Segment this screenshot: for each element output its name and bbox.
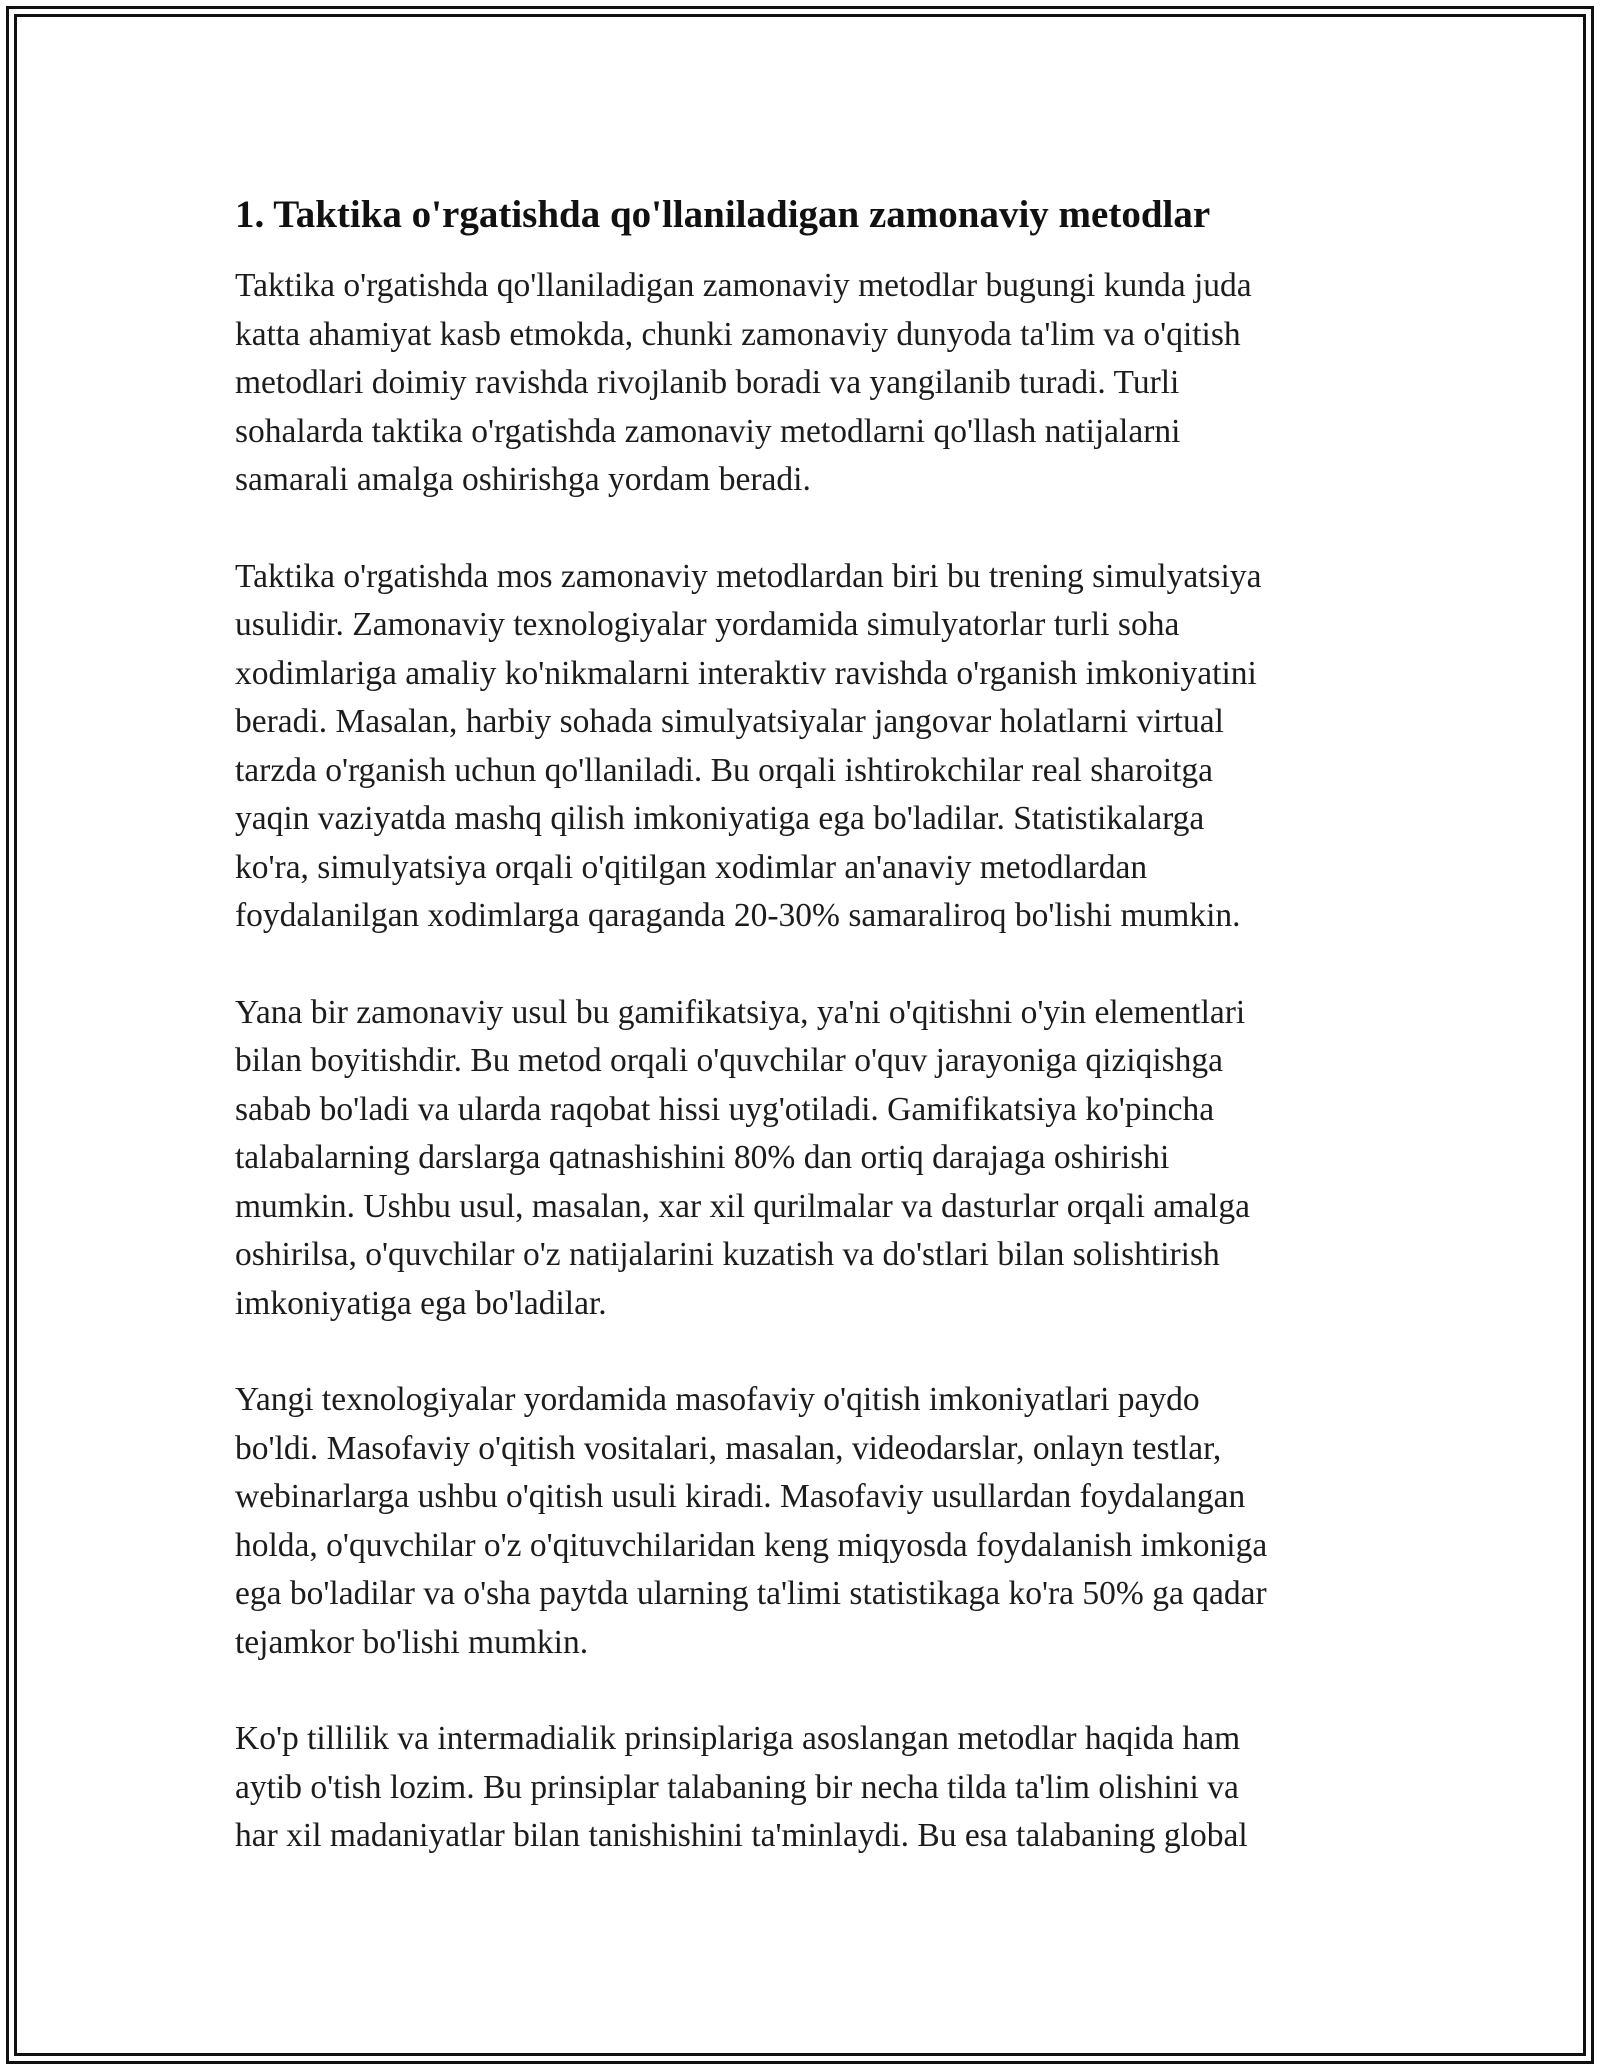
paragraph-4 xyxy=(235,1376,1375,1667)
text-line: sabab bo'ladi va ularda raqobat hissi uyg'otiladi. Gamifikatsiya ko'pincha xyxy=(235,1090,1215,1128)
text-line: sohalarda taktika o'rgatishda zamonaviy metodlarni qo'llash natijalarni xyxy=(235,412,1181,450)
text-line: talabalarning darslarga qatnashishini 80% dan ortiq darajaga oshirishi xyxy=(235,1139,1170,1176)
text-line: Ko'p tillilik va intermadialik prinsiplariga asoslangan metodlar haqida ham xyxy=(235,1720,1241,1757)
text-line: xodimlariga amaliy ko'nikmalarni interaktiv ravishda o'rganish imkoniyatini xyxy=(235,654,1257,692)
text-line: bilan boyitishdir. Bu metod orqali o'quvchilar o'quv jarayoniga qiziqishga xyxy=(235,1042,1224,1079)
paragraph-3 xyxy=(235,989,1375,1329)
text-line: metodlari doimiy ravishda rivojlanib boradi va yangilanib turadi. Turli xyxy=(235,364,1180,401)
text-line: har xil madaniyatlar bilan tanishishini ta'minlaydi. Bu esa talabaning global xyxy=(235,1817,1248,1854)
text-line: ko'ra, simulyatsiya orqali o'qitilgan xodimlar an'anaviy metodlardan xyxy=(235,848,1148,886)
text-line: samarali amalga oshirishga yordam beradi. xyxy=(235,461,811,498)
text-line: usulidir. Zamonaviy texnologiyalar yordamida simulyatorlar turli soha xyxy=(235,606,1180,643)
text-line: katta ahamiyat kasb etmokda, chunki zamonaviy dunyoda ta'lim va o'qitish xyxy=(235,315,1241,353)
text-line: bo'ldi. Masofaviy o'qitish vositalari, masalan, videodarslar, onlayn testlar, xyxy=(235,1429,1222,1467)
text-line: foydalanilgan xodimlarga qaraganda 20-30% samaraliroq bo'lishi mumkin. xyxy=(235,897,1241,934)
paragraph-2 xyxy=(235,553,1375,941)
text-line: Taktika o'rgatishda mos zamonaviy metodlardan biri bu trening simulyatsiya xyxy=(235,557,1262,595)
text-line: tarzda o'rganish uchun qo'llaniladi. Bu orqali ishtirokchilar real sharoitga xyxy=(235,751,1214,789)
text-line: oshirilsa, o'quvchilar o'z natijalarini kuzatish va do'stlari bilan solishtirish xyxy=(235,1236,1220,1273)
text-line: Taktika o'rgatishda qo'llaniladigan zamonaviy metodlar bugungi kunda juda xyxy=(235,267,1252,304)
text-line: ega bo'ladilar va o'sha paytda ularning ta'limi statistikaga ko'ra 50% ga qadar xyxy=(235,1575,1267,1612)
paragraph-1 xyxy=(235,262,1375,505)
text-line: webinarlarga ushbu o'qitish usuli kiradi. Masofaviy usullardan foydalangan xyxy=(235,1478,1246,1515)
section-heading: 1. Taktika o'rgatishda qo'llaniladigan zamonaviy metodlar xyxy=(235,193,1211,236)
document-body xyxy=(235,188,1375,1909)
text-line: aytib o'tish lozim. Bu prinsiplar talabaning bir necha tilda ta'lim olishini va xyxy=(235,1768,1239,1806)
text-line: holda, o'quvchilar o'z o'qituvchilaridan keng miqyosda foydalanish imkoniga xyxy=(235,1526,1268,1564)
text-line: Yana bir zamonaviy usul bu gamifikatsiya, ya'ni o'qitishni o'yin elementlari xyxy=(235,993,1246,1031)
text-line: imkoniyatiga ega bo'ladilar. xyxy=(235,1284,607,1322)
text-line: mumkin. Ushbu usul, masalan, xar xil qurilmalar va dasturlar orqali amalga xyxy=(235,1187,1250,1225)
text-line: Yangi texnologiyalar yordamida masofaviy o'qitish imkoniyatlari paydo xyxy=(235,1381,1200,1418)
text-line: beradi. Masalan, harbiy sohada simulyatsiyalar jangovar holatlarni virtual xyxy=(235,703,1224,740)
text-line: yaqin vaziyatda mashq qilish imkoniyatiga ega bo'ladilar. Statistikalarga xyxy=(235,800,1205,837)
text-line: tejamkor bo'lishi mumkin. xyxy=(235,1623,589,1661)
paragraph-5 xyxy=(235,1715,1375,1861)
